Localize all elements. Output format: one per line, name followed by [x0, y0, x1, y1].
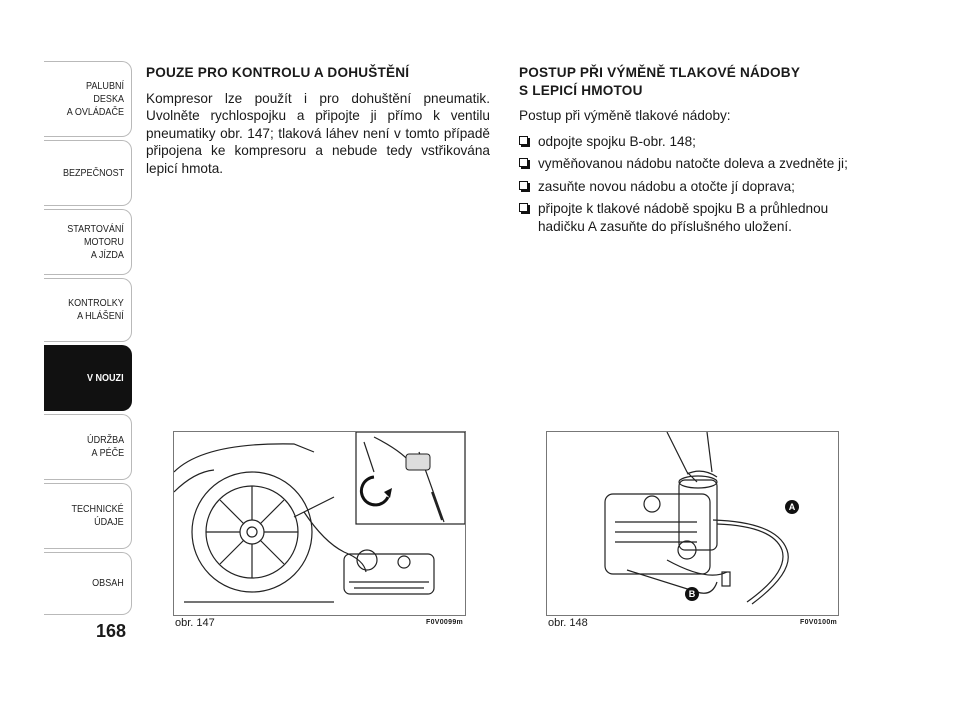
- checkbox-bullet-icon: [519, 203, 528, 212]
- sidebar-tab-bezpecnost[interactable]: [44, 140, 132, 206]
- figure-147-caption: obr. 147: [175, 617, 215, 629]
- wheel-compressor-drawing: [174, 432, 465, 615]
- figure-148-caption: obr. 148: [548, 617, 588, 629]
- sidebar-tab-label: BEZPEČNOST: [62, 166, 124, 179]
- label-b-marker: B: [685, 587, 699, 601]
- list-item: odpojte spojku B-obr. 148;: [519, 133, 871, 151]
- sidebar-tab-label: KONTROLKY A HLÁŠENÍ: [68, 297, 124, 322]
- page-number: 168: [96, 621, 127, 641]
- sidebar-tab-palubni-deska[interactable]: [44, 61, 132, 137]
- checkbox-bullet-icon: [519, 181, 528, 190]
- figure-148-code: F0V0100m: [800, 619, 838, 626]
- sidebar-tab-v-nouzi[interactable]: [44, 345, 132, 411]
- section-body: Kompresor lze použít i pro dohuštění pneumatik. Uvolněte rychlospojku a připojte ji přímo k ventilu pneumatiky obr. 147; tlaková láhev není v tomto případě připojena ke kompresoru a nebude tedy vstřikována lepicí hmota.: [146, 90, 490, 176]
- sidebar-tab-label: OBSAH: [92, 577, 124, 589]
- sidebar-tab-label: ÚDRŽBA A PÉČE: [86, 434, 124, 459]
- right-column: [519, 64, 871, 240]
- list-item: zasuňte novou nádobu a otočte jí doprava;: [519, 178, 871, 196]
- sidebar-tab-technicke-udaje[interactable]: [44, 483, 132, 549]
- sidebar-tab-label: TECHNICKÉ ÚDAJE: [71, 503, 124, 528]
- list-item: připojte k tlakové nádobě spojku B a průhlednou hadičku A zasuňte do příslušného uložení.: [519, 200, 871, 235]
- sidebar-tab-label: STARTOVÁNÍ MOTORU A JÍZDA: [67, 222, 124, 261]
- section-heading: POSTUP PŘI VÝMĚNĚ TLAKOVÉ NÁDOBY S LEPICÍ HMOTOU: [519, 65, 801, 98]
- steps-list: [519, 133, 871, 236]
- section-intro: Postup při výměně tlakové nádoby:: [519, 108, 731, 123]
- sidebar-tab-label: PALUBNÍ DESKA A OVLÁDAČE: [66, 79, 124, 118]
- figure-147-code: F0V0099m: [426, 619, 464, 626]
- left-column: [146, 64, 490, 177]
- sidebar-tab-label: V NOUZI: [87, 371, 124, 384]
- figure-147-illustration: [173, 431, 466, 616]
- label-a-marker: A: [785, 500, 799, 514]
- sidebar-tab-obsah[interactable]: [44, 552, 132, 615]
- list-item: vyměňovanou nádobu natočte doleva a zvedněte ji;: [519, 155, 871, 173]
- checkbox-bullet-icon: [519, 136, 528, 145]
- sidebar-tab-udrzba[interactable]: [44, 414, 132, 480]
- figure-148-illustration: [546, 431, 839, 616]
- sidebar-tab-kontrolky[interactable]: [44, 278, 132, 342]
- sidebar-tab-startovani[interactable]: [44, 209, 132, 275]
- section-heading: POUZE PRO KONTROLU A DOHUŠTĚNÍ: [146, 65, 410, 80]
- checkbox-bullet-icon: [519, 158, 528, 167]
